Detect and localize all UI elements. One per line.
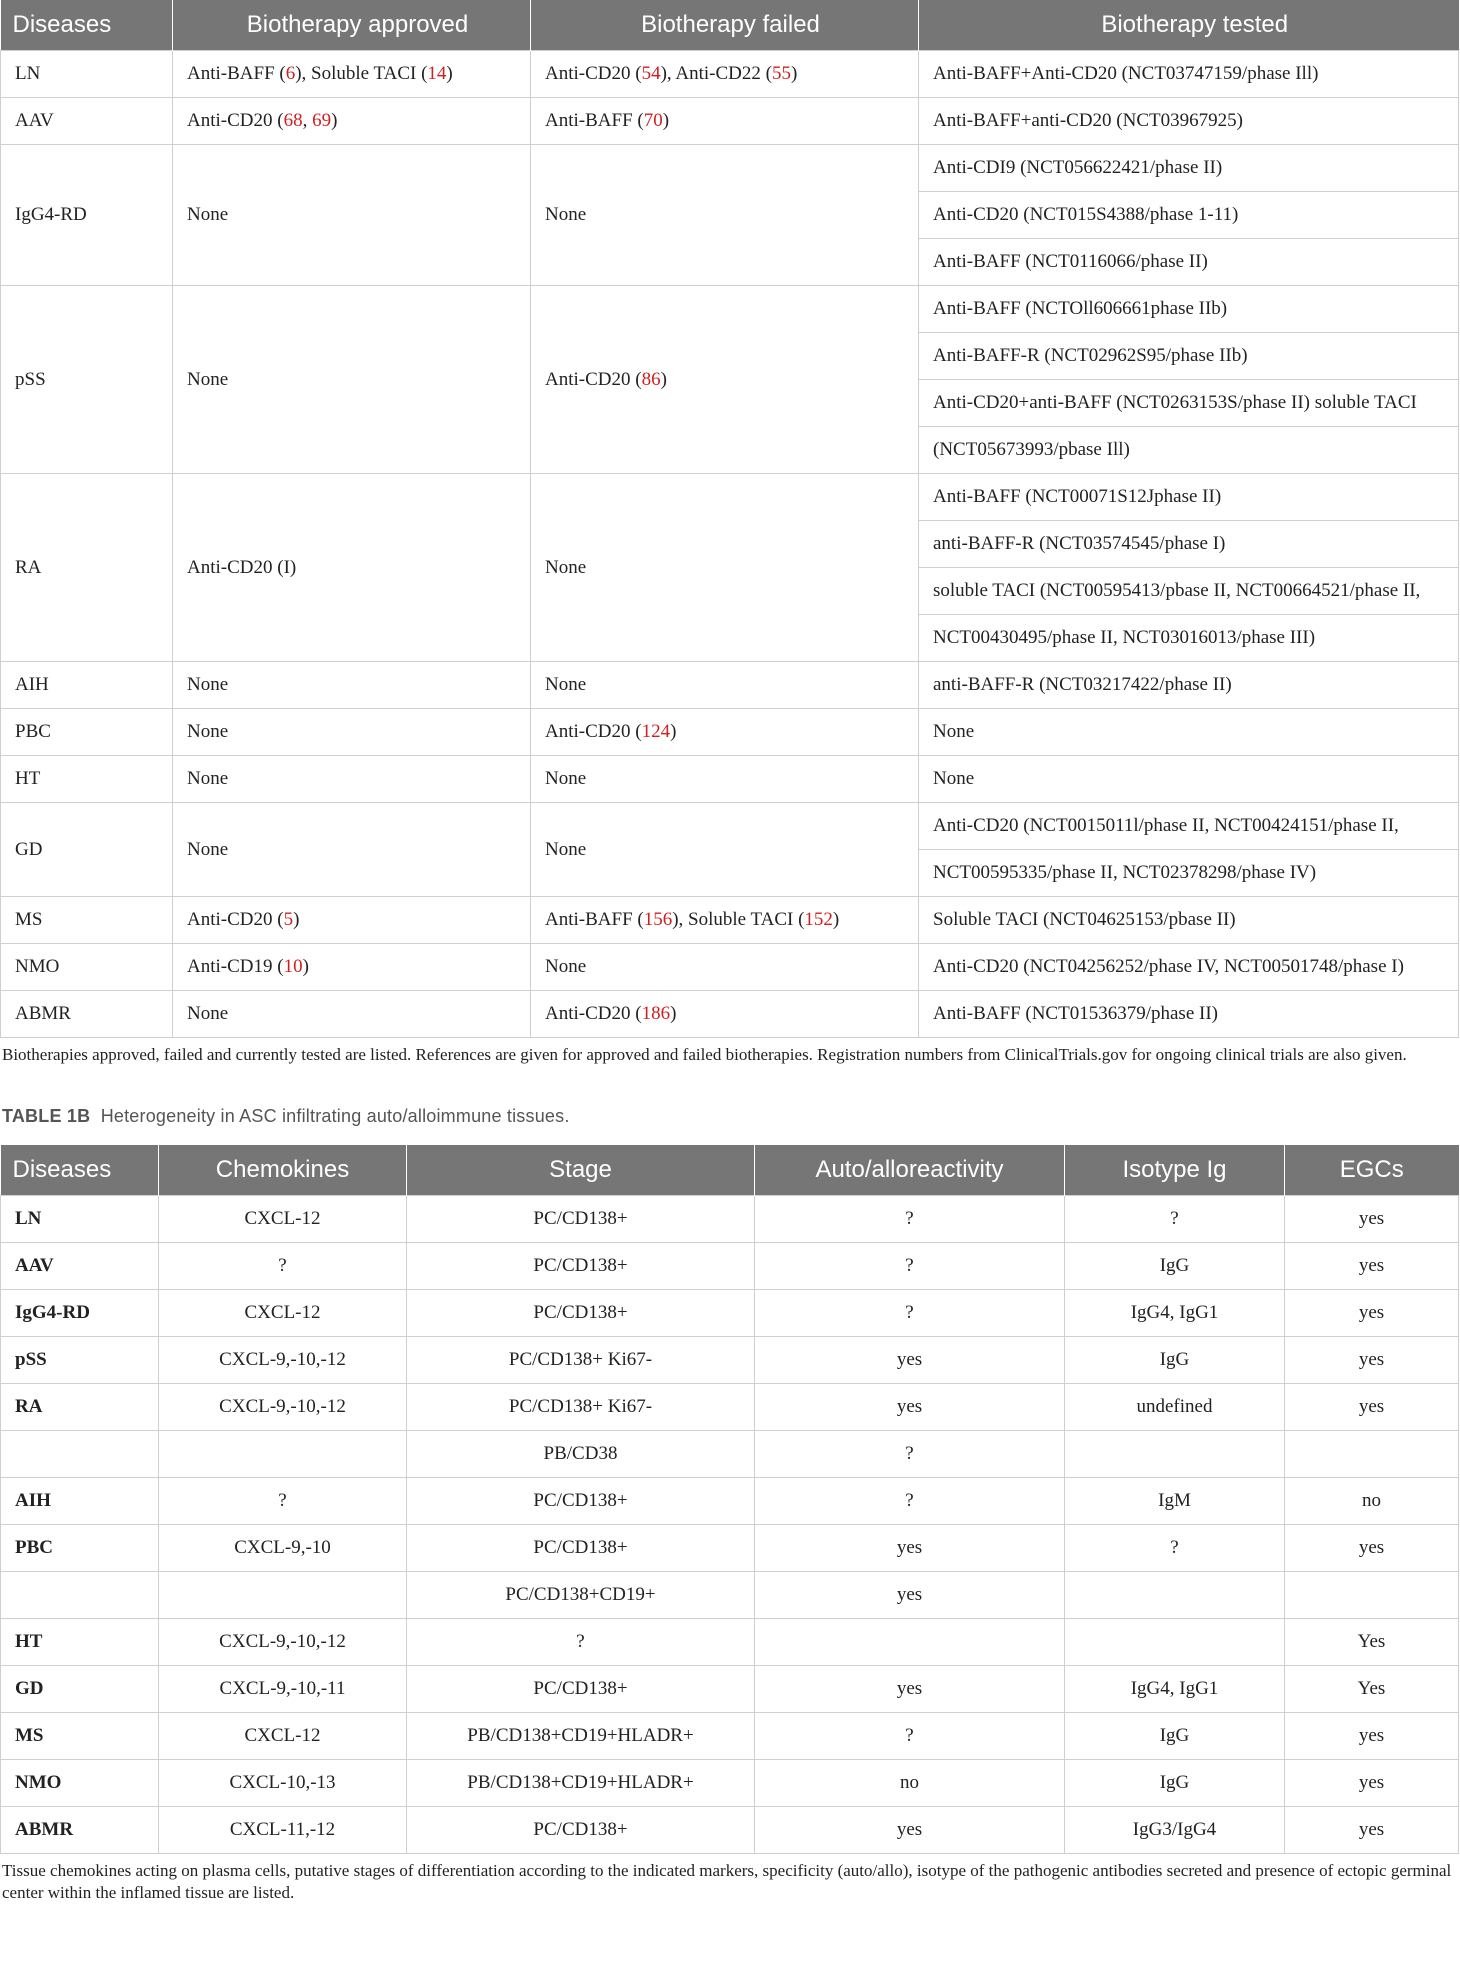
isotype-cell: IgG3/IgG4	[1065, 1807, 1285, 1854]
table-1b	[0, 1145, 1459, 1854]
disease-cell: ABMR	[1, 991, 173, 1038]
reference-link[interactable]: 6	[285, 63, 296, 84]
table-row	[1, 662, 1459, 709]
chemokines-cell: CXCL-9,-10	[159, 1525, 407, 1572]
reactivity-cell	[755, 1619, 1065, 1666]
failed-cell	[531, 897, 919, 944]
cell-text: None	[187, 368, 229, 390]
disease-cell: AIH	[1, 1478, 159, 1525]
tested-cell: NCT00430495/phase II, NCT03016013/phase III)	[919, 615, 1459, 662]
cell-text: Anti-BAFF (	[545, 909, 644, 930]
table-row	[1, 1572, 1459, 1619]
chemokines-cell	[159, 1572, 407, 1619]
cell-text: Anti-BAFF (	[187, 63, 286, 84]
cell-text: )	[662, 110, 670, 131]
approved-cell	[173, 286, 531, 474]
chemokines-cell: CXCL-12	[159, 1290, 407, 1337]
isotype-cell	[1065, 1572, 1285, 1619]
disease-cell: RA	[1, 474, 173, 662]
table-row	[1, 1196, 1459, 1243]
cell-text: None	[545, 838, 587, 860]
stage-cell: PC/CD138+	[407, 1525, 755, 1572]
egcs-cell: yes	[1285, 1525, 1459, 1572]
table-row	[1, 1384, 1459, 1431]
reference-link[interactable]: 5	[283, 909, 294, 930]
approved-cell	[173, 662, 531, 709]
chemokines-cell: CXCL-12	[159, 1196, 407, 1243]
disease-cell: IgG4-RD	[1, 145, 173, 286]
reference-link[interactable]: 68	[283, 110, 303, 131]
cell-text: None	[545, 956, 587, 977]
tested-cell: Anti-BAFF+Anti-CD20 (NCT03747159/phase Ill)	[919, 51, 1459, 98]
isotype-cell: IgG	[1065, 1243, 1285, 1290]
disease-cell: ABMR	[1, 1807, 159, 1854]
cell-text: )	[302, 956, 309, 977]
failed-cell	[531, 145, 919, 286]
tested-cell: Anti-BAFF (NCT01536379/phase II)	[919, 991, 1459, 1038]
table-1b-caption	[2, 1106, 1458, 1127]
cell-text: None	[545, 204, 587, 225]
approved-cell	[173, 709, 531, 756]
header-diseases: Diseases	[1, 0, 173, 51]
cell-text: None	[187, 768, 229, 789]
cell-text: None	[187, 204, 229, 225]
approved-cell	[173, 756, 531, 803]
chemokines-cell: CXCL-9,-10,-11	[159, 1666, 407, 1713]
stage-cell: PC/CD138+	[407, 1666, 755, 1713]
cell-text: Anti-CD20 (I)	[187, 556, 297, 578]
table-row	[1, 803, 1459, 850]
cell-text: Anti-CD20 (	[187, 110, 284, 131]
reference-link[interactable]: 70	[643, 110, 663, 131]
table-row	[1, 1431, 1459, 1478]
reference-link[interactable]: 86	[641, 368, 661, 390]
tested-cell: anti-BAFF-R (NCT03217422/phase II)	[919, 662, 1459, 709]
reference-link[interactable]: 14	[427, 63, 447, 84]
cell-text: )	[331, 110, 338, 131]
table-row	[1, 286, 1459, 333]
stage-cell: PC/CD138+ Ki67-	[407, 1337, 755, 1384]
reactivity-cell: yes	[755, 1666, 1065, 1713]
reactivity-cell: yes	[755, 1525, 1065, 1572]
chemokines-cell: ?	[159, 1478, 407, 1525]
egcs-cell: yes	[1285, 1807, 1459, 1854]
table-row	[1, 1807, 1459, 1854]
failed-cell	[531, 662, 919, 709]
egcs-cell	[1285, 1431, 1459, 1478]
chemokines-cell: CXCL-12	[159, 1713, 407, 1760]
cell-text: None	[545, 556, 587, 578]
table-row	[1, 1525, 1459, 1572]
stage-cell: PC/CD138+	[407, 1478, 755, 1525]
reactivity-cell: ?	[755, 1196, 1065, 1243]
egcs-cell	[1285, 1572, 1459, 1619]
tested-cell: Anti-CD20 (NCT015S4388/phase 1-11)	[919, 192, 1459, 239]
table-row	[1, 98, 1459, 145]
approved-cell	[173, 51, 531, 98]
table-1a-header-row	[1, 0, 1459, 51]
disease-cell: HT	[1, 756, 173, 803]
approved-cell	[173, 98, 531, 145]
disease-cell: LN	[1, 1196, 159, 1243]
reference-link[interactable]: 10	[283, 956, 303, 977]
failed-cell	[531, 709, 919, 756]
disease-cell: LN	[1, 51, 173, 98]
failed-cell	[531, 944, 919, 991]
chemokines-cell: CXCL-11,-12	[159, 1807, 407, 1854]
table-row	[1, 991, 1459, 1038]
tested-cell: Anti-CDI9 (NCT056622421/phase II)	[919, 145, 1459, 192]
failed-cell	[531, 474, 919, 662]
table-row	[1, 1619, 1459, 1666]
disease-cell: pSS	[1, 286, 173, 474]
approved-cell	[173, 474, 531, 662]
isotype-cell: IgG	[1065, 1760, 1285, 1807]
table-row	[1, 944, 1459, 991]
stage-cell: PB/CD138+CD19+HLADR+	[407, 1713, 755, 1760]
disease-cell: PBC	[1, 709, 173, 756]
table-1b-header-row	[1, 1145, 1459, 1196]
header-diseases: Diseases	[1, 1145, 159, 1196]
reference-link[interactable]: 54	[641, 63, 661, 84]
table-1b-body	[1, 1196, 1459, 1854]
stage-cell: PC/CD138+	[407, 1807, 755, 1854]
tested-cell: Anti-BAFF (NCTOll606661phase IIb)	[919, 286, 1459, 333]
disease-cell: RA	[1, 1384, 159, 1431]
cell-text: Anti-CD20 (	[545, 1003, 642, 1024]
egcs-cell: Yes	[1285, 1666, 1459, 1713]
table-1a-body	[1, 51, 1459, 1038]
egcs-cell: yes	[1285, 1290, 1459, 1337]
disease-cell: NMO	[1, 944, 173, 991]
isotype-cell: undefined	[1065, 1384, 1285, 1431]
cell-text: )	[660, 368, 667, 390]
cell-text: ), Soluble TACI (	[672, 909, 805, 930]
table-row	[1, 756, 1459, 803]
cell-text: Anti-CD20 (	[545, 368, 642, 390]
chemokines-cell: CXCL-9,-10,-12	[159, 1619, 407, 1666]
disease-cell: MS	[1, 897, 173, 944]
table-row	[1, 1478, 1459, 1525]
isotype-cell: IgG4, IgG1	[1065, 1666, 1285, 1713]
cell-text: ), Soluble TACI (	[295, 63, 428, 84]
isotype-cell: ?	[1065, 1525, 1285, 1572]
table-row	[1, 897, 1459, 944]
stage-cell: PC/CD138+	[407, 1290, 755, 1337]
disease-cell: AAV	[1, 1243, 159, 1290]
table-row	[1, 51, 1459, 98]
chemokines-cell: CXCL-9,-10,-12	[159, 1337, 407, 1384]
reactivity-cell: ?	[755, 1431, 1065, 1478]
cell-text: None	[187, 1003, 229, 1024]
cell-text: ), Anti-CD22 (	[660, 63, 772, 84]
reactivity-cell: yes	[755, 1384, 1065, 1431]
reactivity-cell: yes	[755, 1807, 1065, 1854]
reference-link[interactable]: 55	[771, 63, 791, 84]
header-auto-alloreactivity: Auto/alloreactivity	[755, 1145, 1065, 1196]
cell-text: )	[670, 721, 677, 742]
egcs-cell: Yes	[1285, 1619, 1459, 1666]
egcs-cell: yes	[1285, 1196, 1459, 1243]
cell-text: Anti-CD19 (	[187, 956, 284, 977]
header-biotherapy-tested: Biotherapy tested	[919, 0, 1459, 51]
reactivity-cell: ?	[755, 1290, 1065, 1337]
isotype-cell: IgG	[1065, 1713, 1285, 1760]
cell-text: None	[187, 721, 229, 742]
header-isotype-ig: Isotype Ig	[1065, 1145, 1285, 1196]
reactivity-cell: no	[755, 1760, 1065, 1807]
reactivity-cell: ?	[755, 1478, 1065, 1525]
disease-cell	[1, 1572, 159, 1619]
stage-cell: PC/CD138+	[407, 1243, 755, 1290]
table-row	[1, 1713, 1459, 1760]
cell-text: Anti-CD20 (	[545, 721, 642, 742]
cell-text: ,	[302, 110, 313, 131]
stage-cell: PC/CD138+	[407, 1196, 755, 1243]
reactivity-cell: ?	[755, 1713, 1065, 1760]
table-1b-footnote: Tissue chemokines acting on plasma cells, putative stages of differentiation according to the indicated markers, specificity (auto/allo), isotype of the pathogenic antibodies secreted and presence of ectopic germinal center within the inflamed tissue are listed.	[2, 1861, 1452, 1902]
isotype-cell: ?	[1065, 1196, 1285, 1243]
failed-cell	[531, 803, 919, 897]
cell-text: )	[293, 909, 300, 930]
cell-text: Anti-CD20 (	[187, 909, 284, 930]
disease-cell: PBC	[1, 1525, 159, 1572]
header-stage: Stage	[407, 1145, 755, 1196]
tested-cell: Anti-BAFF-R (NCT02962S95/phase IIb)	[919, 333, 1459, 380]
table-1b-title: Heterogeneity in ASC infiltrating auto/alloimmune tissues.	[100, 1106, 570, 1126]
disease-cell: pSS	[1, 1337, 159, 1384]
table-row	[1, 1666, 1459, 1713]
stage-cell: PB/CD38	[407, 1431, 755, 1478]
chemokines-cell: ?	[159, 1243, 407, 1290]
failed-cell	[531, 286, 919, 474]
egcs-cell: yes	[1285, 1384, 1459, 1431]
header-biotherapy-failed: Biotherapy failed	[531, 0, 919, 51]
tested-cell: None	[919, 709, 1459, 756]
stage-cell: ?	[407, 1619, 755, 1666]
table-1b-label: TABLE 1B	[2, 1106, 91, 1126]
header-biotherapy-approved: Biotherapy approved	[173, 0, 531, 51]
failed-cell	[531, 756, 919, 803]
disease-cell: GD	[1, 803, 173, 897]
header-egcs: EGCs	[1285, 1145, 1459, 1196]
stage-cell: PC/CD138+ Ki67-	[407, 1384, 755, 1431]
isotype-cell: IgG	[1065, 1337, 1285, 1384]
reference-link[interactable]: 124	[641, 721, 671, 742]
tested-cell: Anti-BAFF+anti-CD20 (NCT03967925)	[919, 98, 1459, 145]
approved-cell	[173, 897, 531, 944]
reference-link[interactable]: 186	[641, 1003, 671, 1024]
tested-cell: Anti-CD20+anti-BAFF (NCT0263153S/phase II) soluble TACI	[919, 380, 1459, 427]
approved-cell	[173, 145, 531, 286]
header-chemokines: Chemokines	[159, 1145, 407, 1196]
tested-cell: soluble TACI (NCT00595413/pbase II, NCT00664521/phase II,	[919, 568, 1459, 615]
table-1a-footnote: Biotherapies approved, failed and currently tested are listed. References are given for approved and failed biotherapies. Registration numbers from ClinicalTrials.gov for ongoing clinical trials are also given.	[2, 1045, 1407, 1064]
egcs-cell: yes	[1285, 1713, 1459, 1760]
reactivity-cell: ?	[755, 1243, 1065, 1290]
reference-link[interactable]: 69	[312, 110, 332, 131]
disease-cell: NMO	[1, 1760, 159, 1807]
cell-text: None	[545, 768, 587, 789]
chemokines-cell: CXCL-10,-13	[159, 1760, 407, 1807]
tested-cell: Anti-BAFF (NCT00071S12Jphase II)	[919, 474, 1459, 521]
approved-cell	[173, 991, 531, 1038]
disease-cell: GD	[1, 1666, 159, 1713]
isotype-cell	[1065, 1431, 1285, 1478]
egcs-cell: yes	[1285, 1760, 1459, 1807]
tested-cell: Anti-CD20 (NCT04256252/phase IV, NCT00501748/phase I)	[919, 944, 1459, 991]
chemokines-cell: CXCL-9,-10,-12	[159, 1384, 407, 1431]
reference-link[interactable]: 156	[643, 909, 673, 930]
tested-cell: Anti-BAFF (NCT0116066/phase II)	[919, 239, 1459, 286]
tested-cell: None	[919, 756, 1459, 803]
cell-text: )	[790, 63, 798, 84]
cell-text: )	[832, 909, 840, 930]
stage-cell: PB/CD138+CD19+HLADR+	[407, 1760, 755, 1807]
isotype-cell	[1065, 1619, 1285, 1666]
disease-cell: HT	[1, 1619, 159, 1666]
tested-cell: (NCT05673993/pbase Ill)	[919, 427, 1459, 474]
tested-cell: Anti-CD20 (NCT0015011l/phase II, NCT00424151/phase II,	[919, 803, 1459, 850]
failed-cell	[531, 991, 919, 1038]
cell-text: None	[545, 674, 587, 695]
disease-cell	[1, 1431, 159, 1478]
cell-text: None	[187, 838, 229, 860]
table-row	[1, 709, 1459, 756]
disease-cell: AIH	[1, 662, 173, 709]
disease-cell: MS	[1, 1713, 159, 1760]
approved-cell	[173, 803, 531, 897]
egcs-cell: yes	[1285, 1337, 1459, 1384]
cell-text: )	[670, 1003, 677, 1024]
table-row	[1, 1337, 1459, 1384]
egcs-cell: no	[1285, 1478, 1459, 1525]
cell-text: None	[187, 674, 229, 695]
failed-cell	[531, 98, 919, 145]
tested-cell: NCT00595335/phase II, NCT02378298/phase IV)	[919, 850, 1459, 897]
tested-cell: anti-BAFF-R (NCT03574545/phase I)	[919, 521, 1459, 568]
isotype-cell: IgG4, IgG1	[1065, 1290, 1285, 1337]
disease-cell: AAV	[1, 98, 173, 145]
table-row	[1, 1290, 1459, 1337]
tested-cell: Soluble TACI (NCT04625153/pbase II)	[919, 897, 1459, 944]
table-row	[1, 145, 1459, 192]
failed-cell	[531, 51, 919, 98]
table-row	[1, 474, 1459, 521]
table-row	[1, 1243, 1459, 1290]
isotype-cell: IgM	[1065, 1478, 1285, 1525]
reactivity-cell: yes	[755, 1572, 1065, 1619]
reference-link[interactable]: 152	[804, 909, 833, 930]
cell-text: )	[446, 63, 453, 84]
table-row	[1, 1760, 1459, 1807]
disease-cell: IgG4-RD	[1, 1290, 159, 1337]
egcs-cell: yes	[1285, 1243, 1459, 1290]
chemokines-cell	[159, 1431, 407, 1478]
stage-cell: PC/CD138+CD19+	[407, 1572, 755, 1619]
reactivity-cell: yes	[755, 1337, 1065, 1384]
cell-text: Anti-BAFF (	[545, 110, 644, 131]
cell-text: Anti-CD20 (	[545, 63, 642, 84]
approved-cell	[173, 944, 531, 991]
